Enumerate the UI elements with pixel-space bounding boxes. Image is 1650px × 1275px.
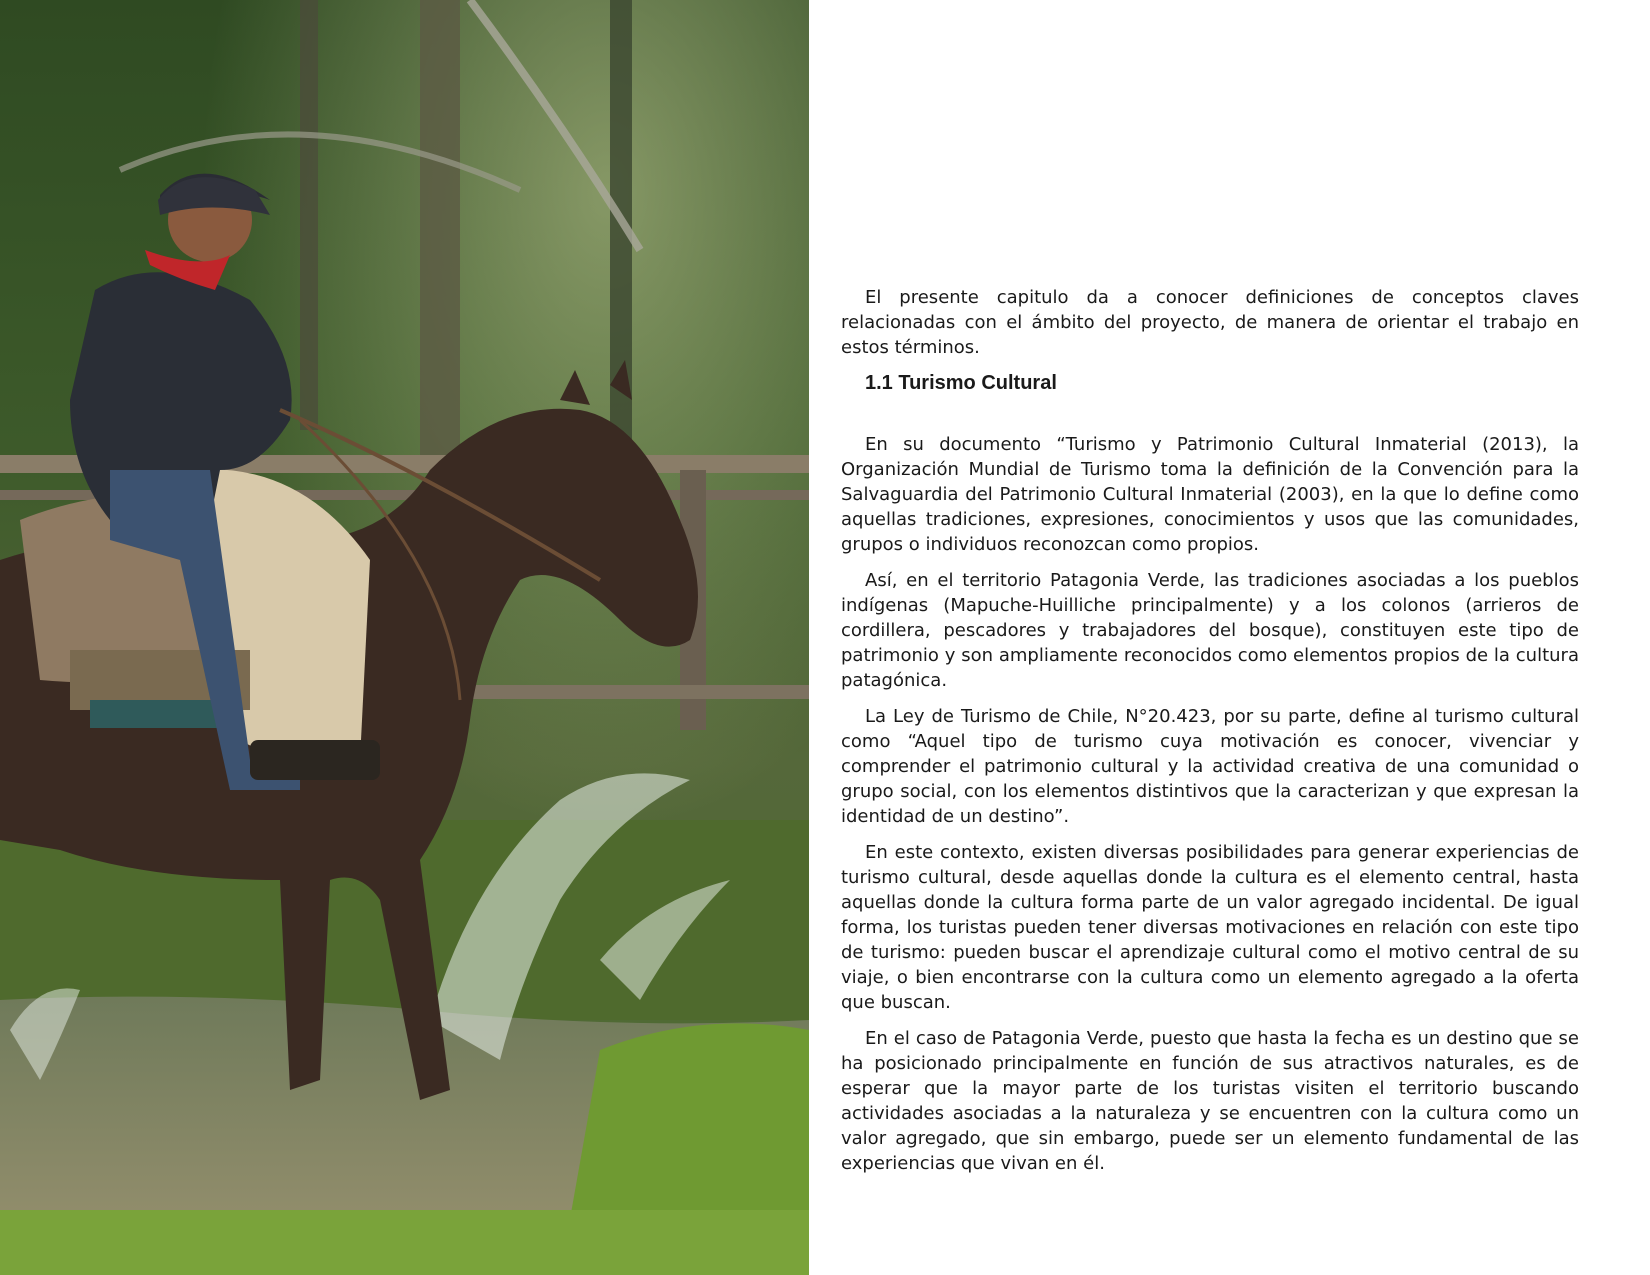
- body-paragraph: En el caso de Patagonia Verde, puesto que hasta la fecha es un destino que se ha posicionado principalmente en función de sus atractivos naturales, es de esperar que la mayor parte de los turistas visiten el territorio buscando actividades asociadas a la naturaleza y se encuentren con la cultura como un valor agregado, que sin embargo, puede ser un elemento fundamental de las experiencias que vivan en él.: [841, 1028, 1579, 1174]
- intro-paragraph: El presente capitulo da a conocer definiciones de conceptos claves relacionadas con el ámbito del proyecto, de manera de orientar el trabajo en estos términos.: [841, 287, 1579, 358]
- text-column: [841, 285, 1579, 1187]
- body-paragraph: Así, en el territorio Patagonia Verde, las tradiciones asociadas a los pueblos indígenas (Mapuche-Huilliche principalmente) y a los colonos (arrieros de cordillera, pescadores y trabajadores del bosque), constituyen este tipo de patrimonio y son ampliamente reconocidos como elementos propios de la cultura patagónica.: [841, 570, 1579, 691]
- body-paragraph: La Ley de Turismo de Chile, N°20.423, por su parte, define al turismo cultural como “Aquel tipo de turismo cuya motivación es conocer, vivenciar y comprender el patrimonio cultural y la actividad creativa de una comunidad o grupo social, con los elementos distintivos que la caracterizan y que expresan la identidad de un destino”.: [841, 706, 1579, 827]
- rider-horse-photo: [0, 0, 809, 1275]
- body-paragraph: En este contexto, existen diversas posibilidades para generar experiencias de turismo cultural, desde aquellas donde la cultura es el elemento central, hasta aquellas donde la cultura forma parte de un valor agregado incidental. De igual forma, los turistas pueden tener diversas motivaciones en relación con este tipo de turismo: pueden buscar el aprendizaje cultural como el motivo central de su viaje, o bien encontrarse con la cultura como un elemento agregado a la oferta que buscan.: [841, 842, 1579, 1013]
- body-paragraph: En su documento “Turismo y Patrimonio Cultural Inmaterial (2013), la Organización Mundial de Turismo toma la definición de la Convención para la Salvaguardia del Patrimonio Cultural Inmaterial (2003), en la que lo define como aquellas tradiciones, expresiones, conocimientos y usos que las comunidades, grupos o individuos reconozcan como propios.: [841, 434, 1579, 555]
- section-heading: 1.1 Turismo Cultural: [865, 372, 1057, 394]
